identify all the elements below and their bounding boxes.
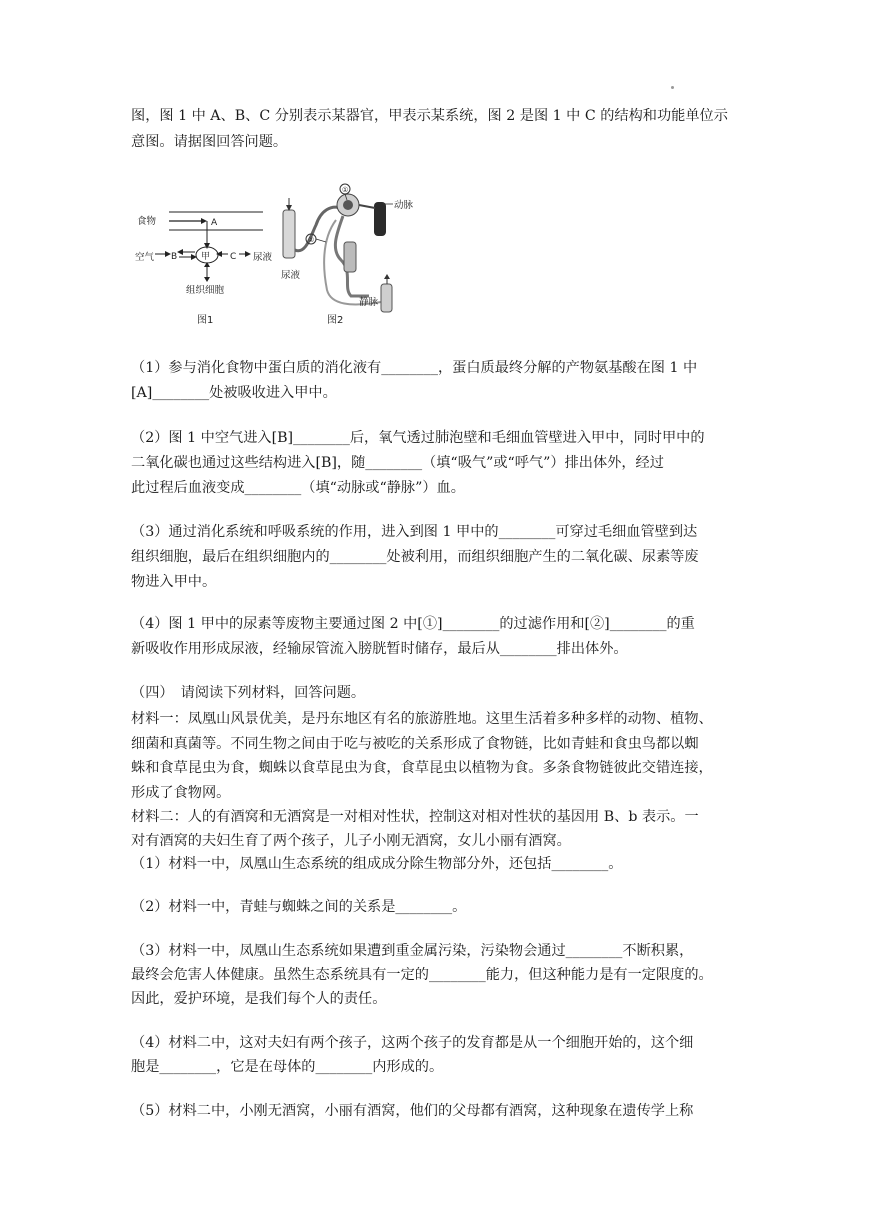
section4-heading: （四） 请阅读下列材料，回答问题。 <box>131 685 366 701</box>
fig1-label-jia: 甲 <box>201 252 211 262</box>
q2-line-2: 二氧化碳也通过这些结构进入[B]，随________（填“吸气”或“呼气”）排出体外，经过 <box>131 455 664 471</box>
material2-line-1: 材料二：人的有酒窝和无酒窝是一对相对性状，控制这对相对性状的基因用 B、b 表示。一 <box>131 809 699 825</box>
s4-q1: （1）材料一中，凤凰山生态系统的组成成分除生物部分外，还包括________。 <box>131 856 623 872</box>
figure-2-nephron <box>281 184 414 326</box>
material1-line-4: 形成了食物网。 <box>131 785 231 801</box>
s4-q4-line-2: 胞是________，它是在母体的________内形成的。 <box>131 1059 444 1075</box>
s4-q5-line-1: （5）材料二中，小刚无酒窝，小丽有酒窝，他们的父母都有酒窝，这种现象在遗传学上称 <box>131 1103 694 1119</box>
fig1-caption: 图1 <box>197 315 214 326</box>
fig2-caption: 图2 <box>327 315 344 326</box>
q1-line-2: [A]________处被吸收进入甲中。 <box>131 385 337 401</box>
s4-q3-line-2: 最终会危害人体健康。虽然生态系统具有一定的________能力，但这种能力是有一定限度的。 <box>131 967 713 983</box>
q3-line-1: （3）通过消化系统和呼吸系统的作用，进入到图 1 甲中的________可穿过毛细血管壁到达 <box>131 524 698 540</box>
fig1-tissue-label: 组织细胞 <box>186 285 225 296</box>
page-dot-mark <box>671 86 674 89</box>
s4-q2: （2）材料一中，青蛙与蜘蛛之间的关系是________。 <box>131 899 467 915</box>
fig2-artery-label: 动脉 <box>394 200 414 211</box>
fig1-food-label: 食物 <box>137 216 157 227</box>
q4-line-1: （4）图 1 甲中的尿素等废物主要通过图 2 中[①]________的过滤作用和[②]________的重 <box>131 616 695 632</box>
q4-line-2: 新吸收作用形成尿液，经输尿管流入膀胱暂时储存，最后从________排出体外。 <box>131 641 628 657</box>
q1-line-1: （1）参与消化食物中蛋白质的消化液有________，蛋白质最终分解的产物氨基酸在图 1 中 <box>131 360 698 376</box>
fig1-air-label: 空气 <box>135 252 155 263</box>
fig1-label-a: A <box>211 218 218 228</box>
figure-svg <box>131 180 431 330</box>
material1-line-3: 蛛和食草昆虫为食，蜘蛛以食草昆虫为食，食草昆虫以植物为食。多条食物链彼此交错连接， <box>131 760 713 776</box>
material2-line-2: 对有酒窝的夫妇生育了两个孩子，儿子小刚无酒窝，女儿小丽有酒窝。 <box>131 833 571 849</box>
fig2-label-2: ② <box>308 236 315 244</box>
q3-line-2: 组织细胞，最后在组织细胞内的________处被利用，而组织细胞产生的二氧化碳、尿素等废 <box>131 549 699 565</box>
q2-line-1: （2）图 1 中空气进入[B]________后，氧气透过肺泡壁和毛细血管壁进入甲中，同时甲中的 <box>131 430 705 446</box>
fig1-label-c: C <box>230 252 237 262</box>
material1-line-1: 材料一：凤凰山风景优美，是丹东地区有名的旅游胜地。这里生活着多种多样的动物、植物、 <box>131 711 713 727</box>
q3-line-3: 物进入甲中。 <box>131 574 217 590</box>
figure-1 <box>135 212 273 326</box>
intro-line-1: 图，图 1 中 A、B、C 分别表示某器官，甲表示某系统，图 2 是图 1 中 C 的结构和功能单位示 <box>131 108 728 124</box>
fig1-label-b: B <box>171 252 178 262</box>
fig1-urine-label: 尿液 <box>253 252 273 263</box>
material1-line-2: 细菌和真菌等。不同生物之间由于吃与被吃的关系形成了食物链，比如青蛙和食虫鸟都以蜘 <box>131 736 699 752</box>
fig2-label-1: ① <box>342 186 349 194</box>
intro-line-2: 意图。请据图回答问题。 <box>131 134 288 150</box>
figure-diagrams <box>131 180 431 330</box>
s4-q3-line-1: （3）材料一中，凤凰山生态系统如果遭到重金属污染，污染物会通过________不断积累， <box>131 943 694 959</box>
s4-q4-line-1: （4）材料二中，这对夫妇有两个孩子，这两个孩子的发育都是从一个细胞开始的，这个细 <box>131 1035 694 1051</box>
fig2-urine-label: 尿液 <box>281 270 301 281</box>
fig2-vein-label: 静脉 <box>359 297 379 308</box>
s4-q3-line-3: 因此，爱护环境，是我们每个人的责任。 <box>131 991 387 1007</box>
q2-line-3: 此过程后血液变成________（填“动脉或“静脉”）血。 <box>131 480 465 496</box>
